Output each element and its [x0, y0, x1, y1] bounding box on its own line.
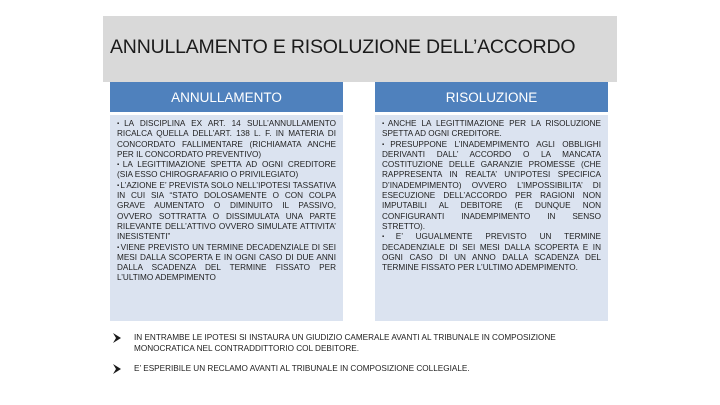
- risoluzione-bullet-list: [375, 115, 608, 273]
- footer-text: E’ ESPERIBILE UN RECLAMO AVANTI AL TRIBUNALE IN COMPOSIZIONE COLLEGIALE.: [134, 364, 470, 373]
- annullamento-body: [110, 115, 343, 321]
- footer-point-1: [112, 332, 612, 354]
- bullet-square-icon: ▪: [382, 234, 395, 241]
- bullet-item: ▪E’ UGUALMENTE PREVISTO UN TERMINE DECADENZIALE DI SEI MESI DALLA SCOPERTA E IN OGNI CASO DI UN ANNO DALLA SCADENZA DEL TERMINE FISSATO PER L’ULTIMO ADEMPIMENTO.: [382, 232, 601, 273]
- bullet-square-icon: ▪: [382, 121, 387, 127]
- annullamento-header: [110, 82, 343, 112]
- arrowhead-bullet-icon: [112, 364, 134, 374]
- bullet-item: ▪LA LEGITTIMAZIONE SPETTA AD OGNI CREDITORE (SIA ESSO CHIROGRAFARIO O PRIVILEGIATO): [117, 160, 336, 180]
- bullet-item: ▪VIENE PREVISTO UN TERMINE DECADENZIALE DI SEI MESI DALLA SCOPERTA E IN OGNI CASO DI DUE ANNI DALLA SCADENZA DEL TERMINE FISSATO PER L’ULTIMO ADEMPIMENTO: [117, 242, 336, 283]
- bullet-item: ▪ANCHE LA LEGITTIMAZIONE PER LA RISOLUZIONE SPETTA AD OGNI CREDITORE.: [382, 119, 601, 139]
- bullet-square-icon: ▪: [117, 244, 120, 251]
- footer-point-2: [112, 363, 612, 374]
- slide-title: ANNULLAMENTO E RISOLUZIONE DELL’ACCORDO: [110, 36, 576, 58]
- bullet-square-icon: ▪: [117, 162, 122, 169]
- footer-text: IN ENTRAMBE LE IPOTESI SI INSTAURA UN GIUDIZIO CAMERALE AVANTI AL TRIBUNALE IN COMPOSIZIONE MONOCRATICA NEL CONTRADDITTORIO COL DEBITORE.: [134, 333, 556, 353]
- bullet-square-icon: ▪: [382, 141, 390, 148]
- annullamento-bullet-list: [110, 115, 343, 284]
- risoluzione-body: [375, 115, 608, 321]
- bullet-square-icon: ▪: [117, 182, 120, 189]
- bullet-item: ▪LA DISCIPLINA EX ART. 14 SULL’ANNULLAMENTO RICALCA QUELLA DELL’ART. 138 L. F. IN MATERIA DI CONCORDATO FALLIMENTARE (RICHIAMATA ANCHE PER IL CONCORDATO PREVENTIVO): [117, 119, 336, 159]
- bullet-item: ▪L’AZIONE E’ PREVISTA SOLO NELL’IPOTESI TASSATIVA IN CUI SIA “STATO DOLOSAMENTE O CON COLPA GRAVE AUMENTATO O DIMINUITO IL PASSIVO, OVVERO SOTTRATTA O DISSIMULATA UNA PARTE RILEVANTE DELL’ATTIVO OVVERO SIMULATE ATTIVITA’ INESISTENTI”: [117, 180, 336, 242]
- annullamento-heading: ANNULLAMENTO: [171, 89, 282, 105]
- risoluzione-header: [375, 82, 608, 112]
- bullet-square-icon: ▪: [117, 121, 124, 127]
- risoluzione-heading: RISOLUZIONE: [445, 89, 538, 105]
- title-band: [103, 16, 617, 82]
- bullet-item: ▪PRESUPPONE L’INADEMPIMENTO AGLI OBBLIGHI DERIVANTI DALL’ ACCORDO O LA MANCATA COSTITUZIONE DELLE GARANZIE PROMESSE (CHE RAPPRESENTA IN REALTA’ UN’IPOTESI SPECIFICA D’INADEMPIMENTO) OVVERO L’IMPOSSIBILITA’ DI ESECUZIONE DELL’ACCORDO PER RAGIONI NON IMPUTABILI AL DEBITORE (E DUNQUE NON CONFIGURANTI INADEMPIMENTO IN SENSO STRETTO).: [382, 139, 601, 231]
- arrowhead-bullet-icon: [112, 333, 134, 343]
